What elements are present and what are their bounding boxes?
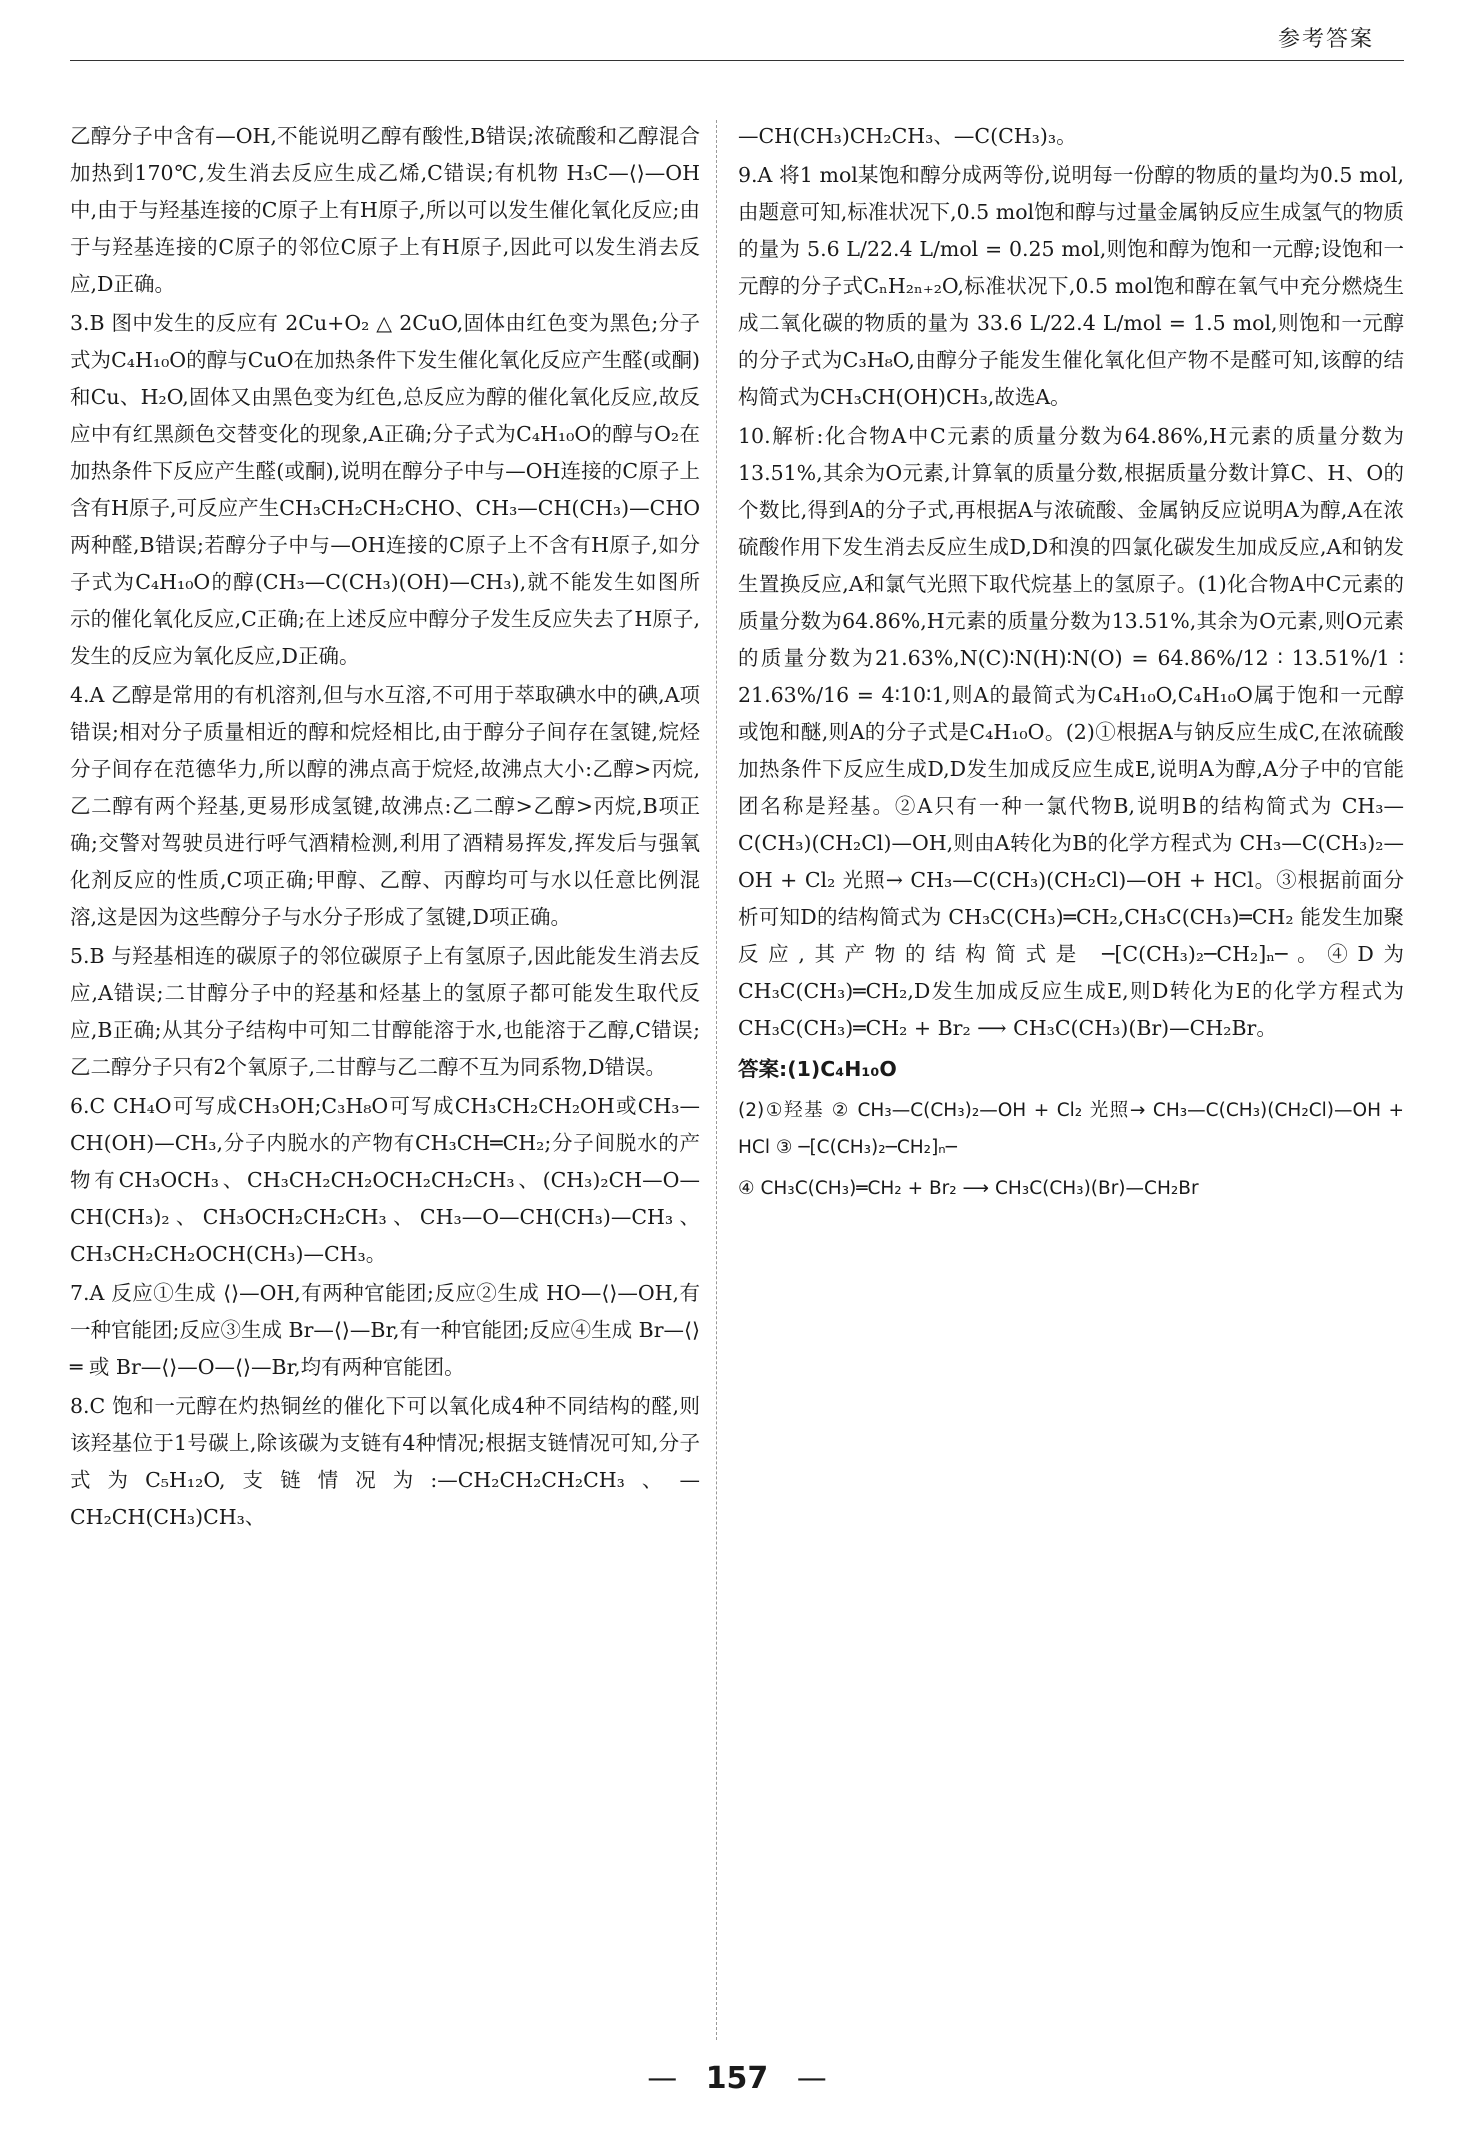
- answer-6: 6.C CH₄O可写成CH₃OH;C₃H₈O可写成CH₃CH₂CH₂OH或CH₃—CH(OH)—CH₃,分子内脱水的产物有CH₃CH═CH₂;分子间脱水的产物有CH₃OCH₃、CH₃CH₂CH₂OCH₂CH₂CH₃、(CH₃)₂CH—O—CH(CH₃)₂、CH₃OCH₂CH₂CH₃、CH₃—O—CH(CH₃)—CH₃、CH₃CH₂CH₂OCH(CH₃)—CH₃。: [70, 1094, 700, 1266]
- header-title: 参考答案: [1277, 27, 1374, 52]
- footer-dash-left: —: [647, 2061, 678, 2096]
- right-column: [738, 118, 1404, 1211]
- answer-4: 4.A 乙醇是常用的有机溶剂,但与水互溶,不可用于萃取碘水中的碘,A项错误;相对分子质量相近的醇和烷烃相比,由于醇分子间存在氢键,烷烃分子间存在范德华力,所以醇的沸点高于烷烃,故沸点大小:乙醇>丙烷,乙二醇有两个羟基,更易形成氢键,故沸点:乙二醇>乙醇>丙烷,B项正确;交警对驾驶员进行呼气酒精检测,利用了酒精易挥发,挥发后与强氧化剂反应的性质,C项正确;甲醇、乙醇、丙醇均可与水以任意比例混溶,这是因为这些醇分子与水分子形成了氢键,D项正确。: [70, 683, 700, 929]
- answer-9: 9.A 将1 mol某饱和醇分成两等份,说明每一份醇的物质的量均为0.5 mol,由题意可知,标准状况下,0.5 mol饱和醇与过量金属钠反应生成氢气的物质的量为 5.6 L/22.4 L/mol = 0.25 mol,则饱和醇为饱和一元醇;设饱和一元醇的分子式CₙH₂ₙ₊₂O,标准状况下,0.5 mol饱和醇在氧气中充分燃烧生成二氧化碳的物质的量为 33.6 L/22.4 L/mol = 1.5 mol,则饱和一元醇的分子式为C₃H₈O,由醇分子能发生催化氧化但产物不是醛可知,该醇的结构简式为CH₃CH(OH)CH₃,故选A。: [738, 163, 1404, 409]
- header-rule: [70, 60, 1404, 61]
- page-footer: [0, 2061, 1474, 2096]
- answer-10: 10.解析:化合物A中C元素的质量分数为64.86%,H元素的质量分数为13.51%,其余为O元素,计算氧的质量分数,根据质量分数计算C、H、O的个数比,得到A的分子式,再根据A与浓硫酸、金属钠反应说明A为醇,A在浓硫酸作用下发生消去反应生成D,D和溴的四氯化碳发生加成反应,A和钠发生置换反应,A和氯气光照下取代烷基上的氢原子。(1)化合物A中C元素的质量分数为64.86%,H元素的质量分数为13.51%,其余为O元素,则O元素的质量分数为21.63%,N(C)∶N(H)∶N(O) = 64.86%/12 ∶ 13.51%/1 ∶ 21.63%/16 = 4∶10∶1,则A的最简式为C₄H₁₀O,C₄H₁₀O属于饱和一元醇或饱和醚,则A的分子式是C₄H₁₀O。(2)①根据A与钠反应生成C,在浓硫酸加热条件下反应生成D,D发生加成反应生成E,说明A为醇,A分子中的官能团名称是羟基。②A只有一种一氯代物B,说明B的结构简式为 CH₃—C(CH₃)(CH₂Cl)—OH,则由A转化为B的化学方程式为 CH₃—C(CH₃)₂—OH + Cl₂ 光照→ CH₃—C(CH₃)(CH₂Cl)—OH + HCl。③根据前面分析可知D的结构简式为 CH₃C(CH₃)═CH₂,CH₃C(CH₃)═CH₂ 能发生加聚反应,其产物的结构简式是 ─[C(CH₃)₂─CH₂]ₙ─。④D为 CH₃C(CH₃)═CH₂,D发生加成反应生成E,则D转化为E的化学方程式为 CH₃C(CH₃)═CH₂ + Br₂ ⟶ CH₃C(CH₃)(Br)—CH₂Br。: [738, 424, 1404, 1040]
- answer-10-final-2: (2)①羟基 ② CH₃—C(CH₃)₂—OH + Cl₂ 光照→ CH₃—C(CH₃)(CH₂Cl)—OH + HCl ③ ─[C(CH₃)₂─CH₂]ₙ─: [738, 1100, 1404, 1158]
- footer-dash-right: —: [796, 2061, 827, 2096]
- answer-10-final-4: ④ CH₃C(CH₃)═CH₂ + Br₂ ⟶ CH₃C(CH₃)(Br)—CH₂Br: [738, 1178, 1199, 1199]
- answer-7: 7.A 反应①生成 ⟨⟩—OH,有两种官能团;反应②生成 HO—⟨⟩—OH,有一种官能团;反应③生成 Br—⟨⟩—Br,有一种官能团;反应④生成 Br—⟨⟩═ 或 Br—⟨⟩—O—⟨⟩—Br,均有两种官能团。: [70, 1281, 700, 1379]
- column-divider: [716, 120, 717, 2040]
- answer-2-continuation: 乙醇分子中含有—OH,不能说明乙醇有酸性,B错误;浓硫酸和乙醇混合加热到170℃,发生消去反应生成乙烯,C错误;有机物 H₃C—⟨⟩—OH 中,由于与羟基连接的C原子上有H原子,所以可以发生催化氧化反应;由于与羟基连接的C原子的邻位C原子上有H原子,因此可以发生消去反应,D正确。: [70, 124, 700, 296]
- page-number: 157: [705, 2061, 769, 2096]
- answer-8-continuation: —CH(CH₃)CH₂CH₃、—C(CH₃)₃。: [738, 124, 1077, 148]
- answer-10-final-1: 答案:(1)C₄H₁₀O: [738, 1057, 897, 1081]
- answer-3: 3.B 图中发生的反应有 2Cu+O₂ △ 2CuO,固体由红色变为黑色;分子式为C₄H₁₀O的醇与CuO在加热条件下发生催化氧化反应产生醛(或酮)和Cu、H₂O,固体又由黑色变为红色,总反应为醇的催化氧化反应,故反应中有红黑颜色交替变化的现象,A正确;分子式为C₄H₁₀O的醇与O₂在加热条件下反应产生醛(或酮),说明在醇分子中与—OH连接的C原子上含有H原子,可反应产生CH₃CH₂CH₂CHO、CH₃—CH(CH₃)—CHO两种醛,B错误;若醇分子中与—OH连接的C原子上不含有H原子,如分子式为C₄H₁₀O的醇(CH₃—C(CH₃)(OH)—CH₃),就不能发生如图所示的催化氧化反应,C正确;在上述反应中醇分子发生反应失去了H原子,发生的反应为氧化反应,D正确。: [70, 311, 700, 668]
- answer-8: 8.C 饱和一元醇在灼热铜丝的催化下可以氧化成4种不同结构的醛,则该羟基位于1号碳上,除该碳为支链有4种情况;根据支链情况可知,分子式为C₅H₁₂O,支链情况为:—CH₂CH₂CH₂CH₃、—CH₂CH(CH₃)CH₃、: [70, 1394, 700, 1529]
- answer-5: 5.B 与羟基相连的碳原子的邻位碳原子上有氢原子,因此能发生消去反应,A错误;二甘醇分子中的羟基和烃基上的氢原子都可能发生取代反应,B正确;从其分子结构中可知二甘醇能溶于水,也能溶于乙醇,C错误;乙二醇分子只有2个氧原子,二甘醇与乙二醇不互为同系物,D错误。: [70, 944, 700, 1079]
- left-column: [70, 118, 700, 1538]
